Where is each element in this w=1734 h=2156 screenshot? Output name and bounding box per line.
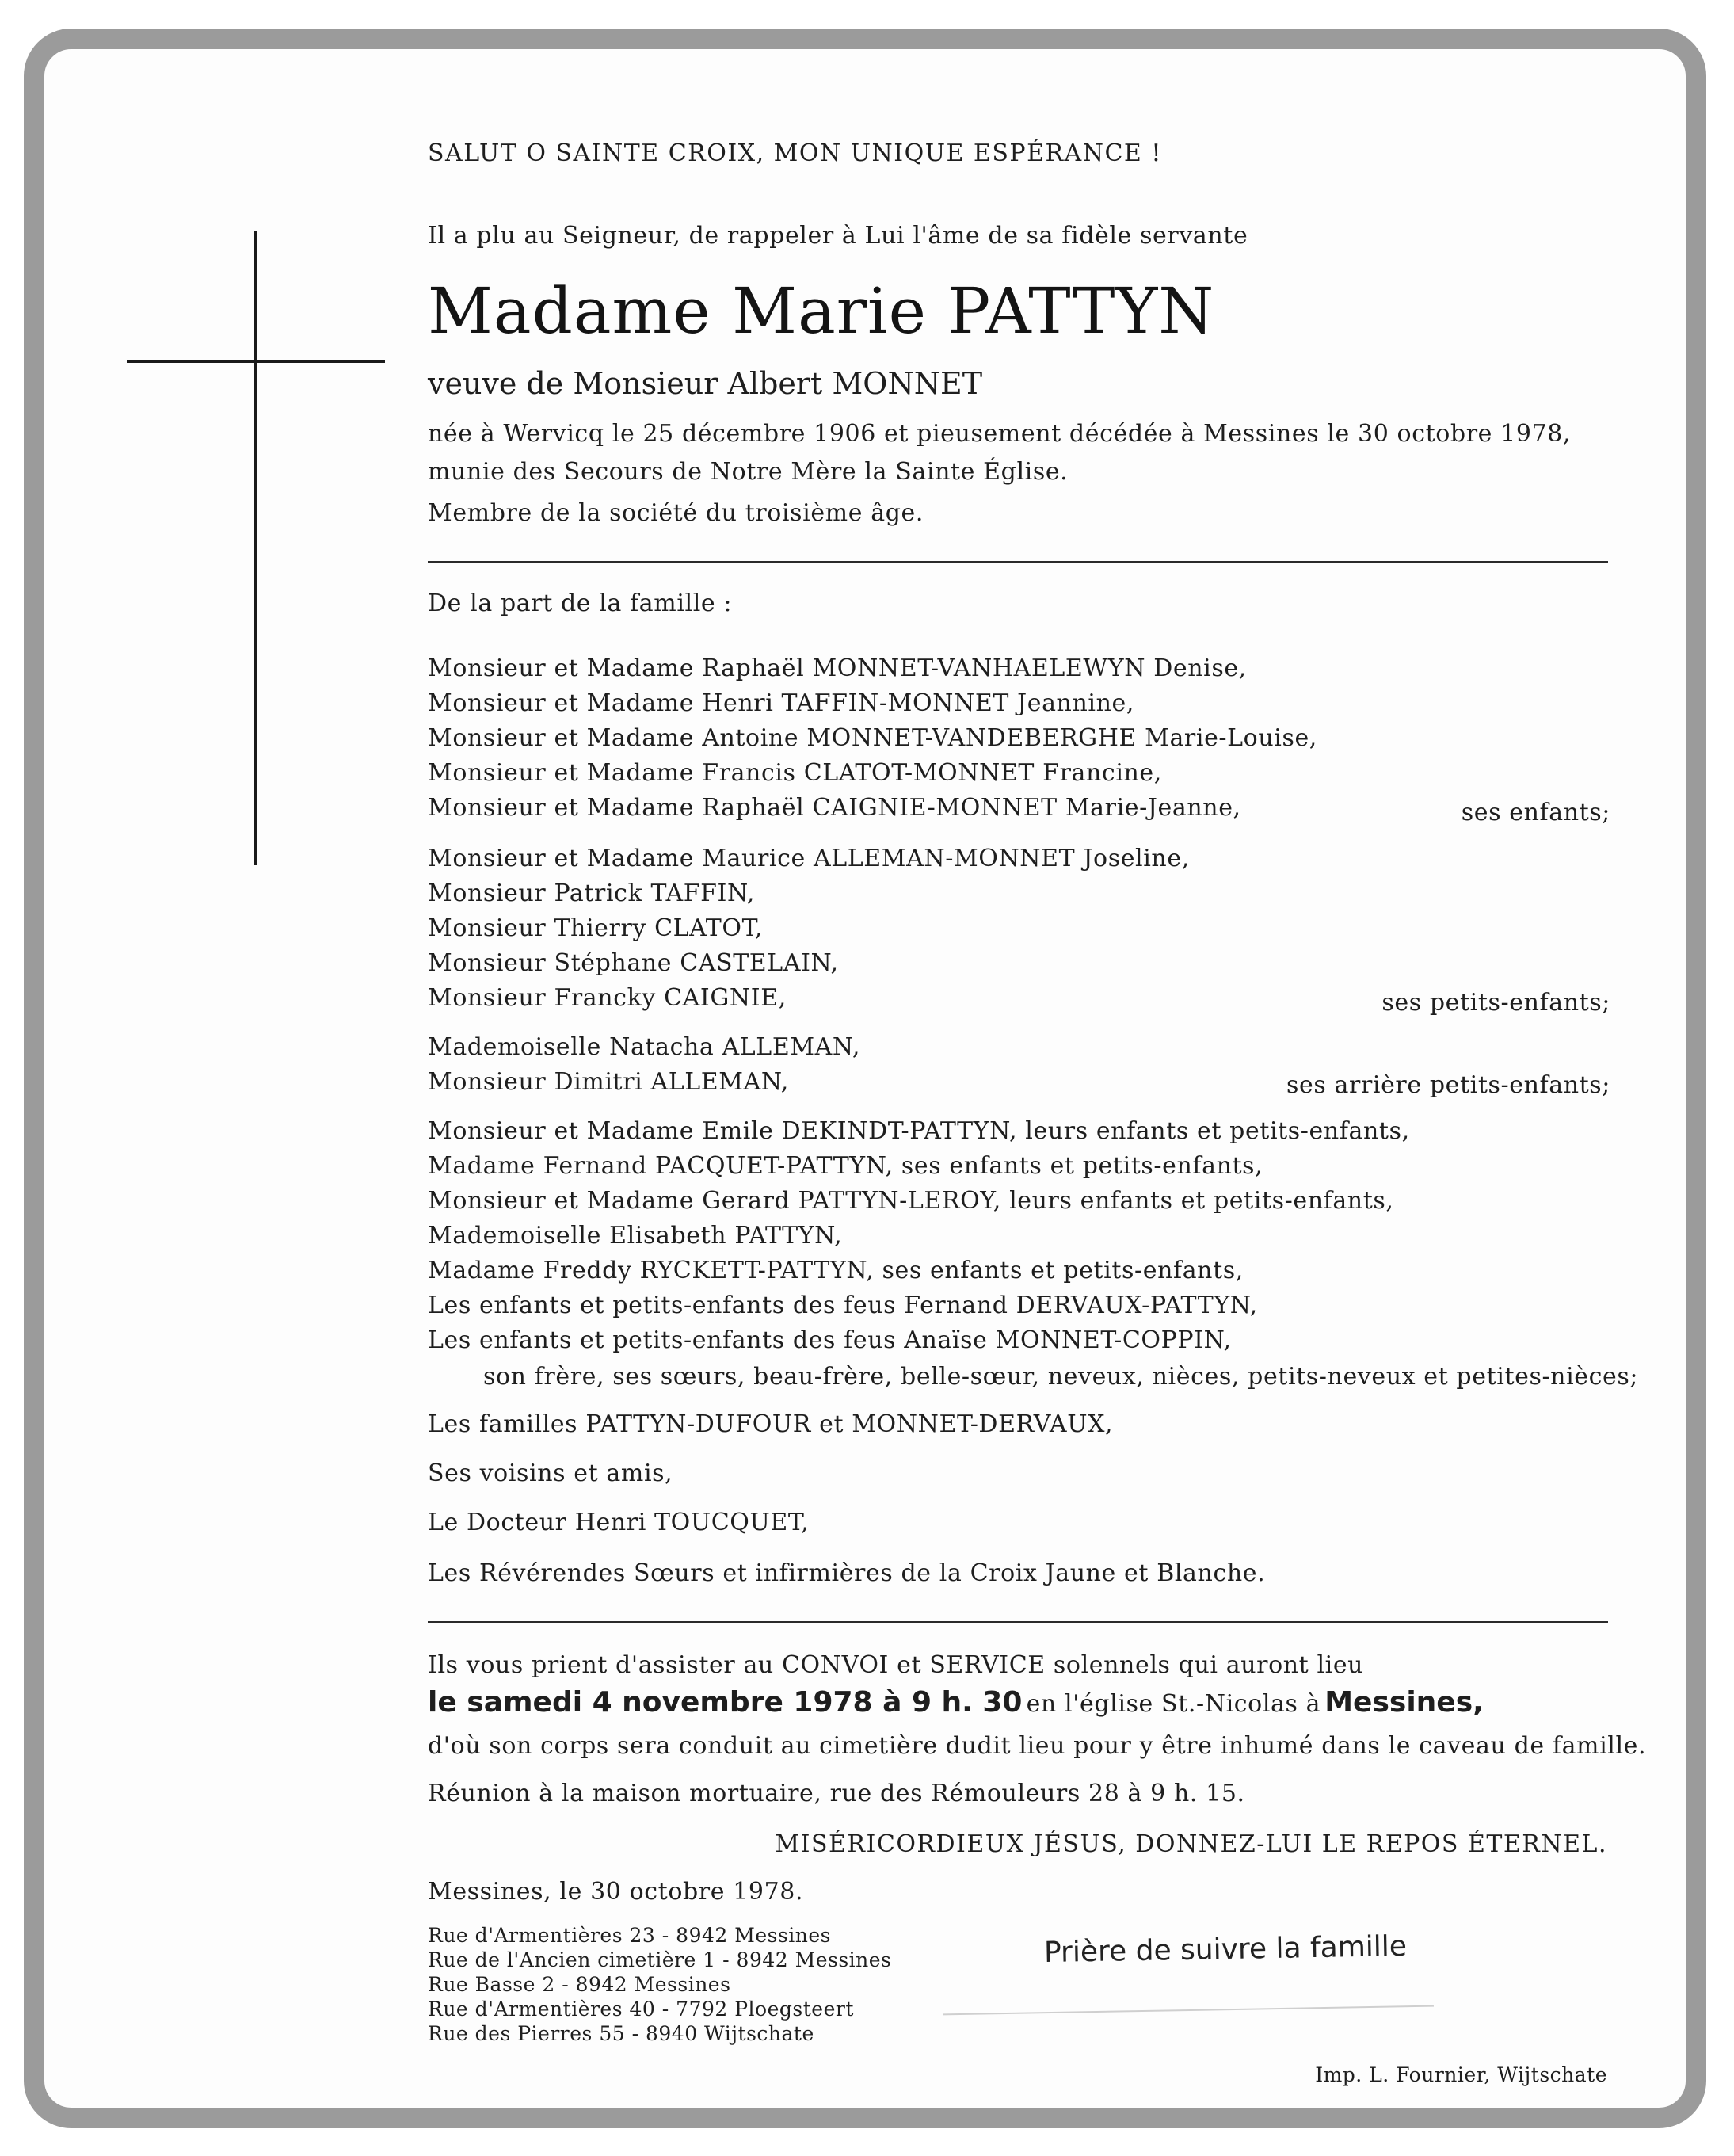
relation-great-grandchildren: ses arrière petits-enfants; [1286, 1071, 1610, 1099]
follow-family-note: Prière de suivre la famille [1043, 1930, 1408, 1969]
list-item: Les enfants et petits-enfants des feus Fernand DERVAUX-PATTYN, [428, 1292, 1258, 1319]
membership: Membre de la société du troisième âge. [428, 499, 924, 527]
list-item: Monsieur et Madame Maurice ALLEMAN-MONNET Joseline, [428, 845, 1190, 872]
list-item: Monsieur Francky CAIGNIE, [428, 984, 787, 1012]
divider-top [428, 561, 1608, 563]
address-item: Rue d'Armentières 40 - 7792 Ploegsteert [428, 1998, 854, 2021]
relatives-tail: son frère, ses sœurs, beau-frère, belle-sœur, neveux, nièces, petits-neveux et petites-nièces; [483, 1363, 1639, 1391]
service-invite: Ils vous prient d'assister au CONVOI et SERVICE solennels qui auront lieu [428, 1651, 1364, 1679]
relation-grandchildren: ses petits-enfants; [1381, 989, 1610, 1017]
doctor-line: Le Docteur Henri TOUCQUET, [428, 1509, 810, 1536]
cross-vertical-bar [254, 231, 257, 865]
service-town: Messines, [1324, 1686, 1484, 1719]
list-item: Madame Fernand PACQUET-PATTYN, ses enfants et petits-enfants, [428, 1152, 1263, 1180]
birth-death: née à Wervicq le 25 décembre 1906 et pieusement décédée à Messines le 30 octobre 1978, [428, 420, 1572, 448]
list-item: Monsieur et Madame Raphaël MONNET-VANHAELEWYN Denise, [428, 654, 1247, 682]
address-item: Rue d'Armentières 23 - 8942 Messines [428, 1924, 832, 1947]
motto: SALUT O SAINTE CROIX, MON UNIQUE ESPÉRANCE ! [428, 139, 1162, 167]
prayer: MISÉRICORDIEUX JÉSUS, DONNEZ-LUI LE REPOS ÉTERNEL. [775, 1830, 1607, 1858]
list-item: Monsieur Dimitri ALLEMAN, [428, 1068, 789, 1096]
list-item: Monsieur et Madame Emile DEKINDT-PATTYN, leurs enfants et petits-enfants, [428, 1117, 1410, 1145]
sacraments: munie des Secours de Notre Mère la Sainte Église. [428, 458, 1069, 486]
address-item: Rue de l'Ancien cimetière 1 - 8942 Messines [428, 1948, 892, 1971]
deceased-name: Madame Marie PATTYN [428, 274, 1215, 348]
list-item: Monsieur Patrick TAFFIN, [428, 880, 756, 907]
widow-of: veuve de Monsieur Albert MONNET [428, 366, 983, 401]
list-item: Monsieur et Madame Francis CLATOT-MONNET Francine, [428, 759, 1162, 787]
list-item: Monsieur Thierry CLATOT, [428, 914, 763, 942]
list-item: Madame Freddy RYCKETT-PATTYN, ses enfants et petits-enfants, [428, 1257, 1244, 1284]
service-date: le samedi 4 novembre 1978 à 9 h. 30 [428, 1686, 1023, 1719]
service-burial: d'où son corps sera conduit au cimetière dudit lieu pour y être inhumé dans le caveau de famille. [428, 1732, 1647, 1760]
list-item: Les enfants et petits-enfants des feus Anaïse MONNET-COPPIN, [428, 1326, 1232, 1354]
list-item: Monsieur et Madame Raphaël CAIGNIE-MONNET Marie-Jeanne, [428, 794, 1241, 822]
list-item: Monsieur et Madame Antoine MONNET-VANDEBERGHE Marie-Louise, [428, 724, 1317, 752]
printer-credit: Imp. L. Fournier, Wijtschate [1315, 2063, 1607, 2086]
list-item: Monsieur et Madame Henri TAFFIN-MONNET Jeannine, [428, 689, 1135, 717]
address-item: Rue Basse 2 - 8942 Messines [428, 1973, 731, 1996]
list-item: Monsieur Stéphane CASTELAIN, [428, 949, 839, 977]
service-meeting: Réunion à la maison mortuaire, rue des Rémouleurs 28 à 9 h. 15. [428, 1780, 1245, 1807]
relation-children: ses enfants; [1461, 799, 1610, 826]
sisters-line: Les Révérendes Sœurs et infirmières de la Croix Jaune et Blanche. [428, 1559, 1266, 1587]
neighbours-line: Ses voisins et amis, [428, 1460, 673, 1487]
divider-bottom [428, 1621, 1608, 1623]
list-item: Mademoiselle Natacha ALLEMAN, [428, 1033, 860, 1061]
intro-text: Il a plu au Seigneur, de rappeler à Lui l'âme de sa fidèle servante [428, 222, 1248, 250]
family-intro: De la part de la famille : [428, 590, 733, 617]
place-date: Messines, le 30 octobre 1978. [428, 1878, 804, 1906]
list-item: Mademoiselle Elisabeth PATTYN, [428, 1222, 843, 1250]
list-item: Monsieur et Madame Gerard PATTYN-LEROY, leurs enfants et petits-enfants, [428, 1187, 1394, 1215]
service-church: en l'église St.-Nicolas à [1026, 1690, 1321, 1718]
cross-horizontal-bar [127, 360, 385, 363]
service-line [428, 1686, 1484, 1719]
families-line: Les familles PATTYN-DUFOUR et MONNET-DERVAUX, [428, 1410, 1114, 1438]
address-item: Rue des Pierres 55 - 8940 Wijtschate [428, 2022, 814, 2045]
